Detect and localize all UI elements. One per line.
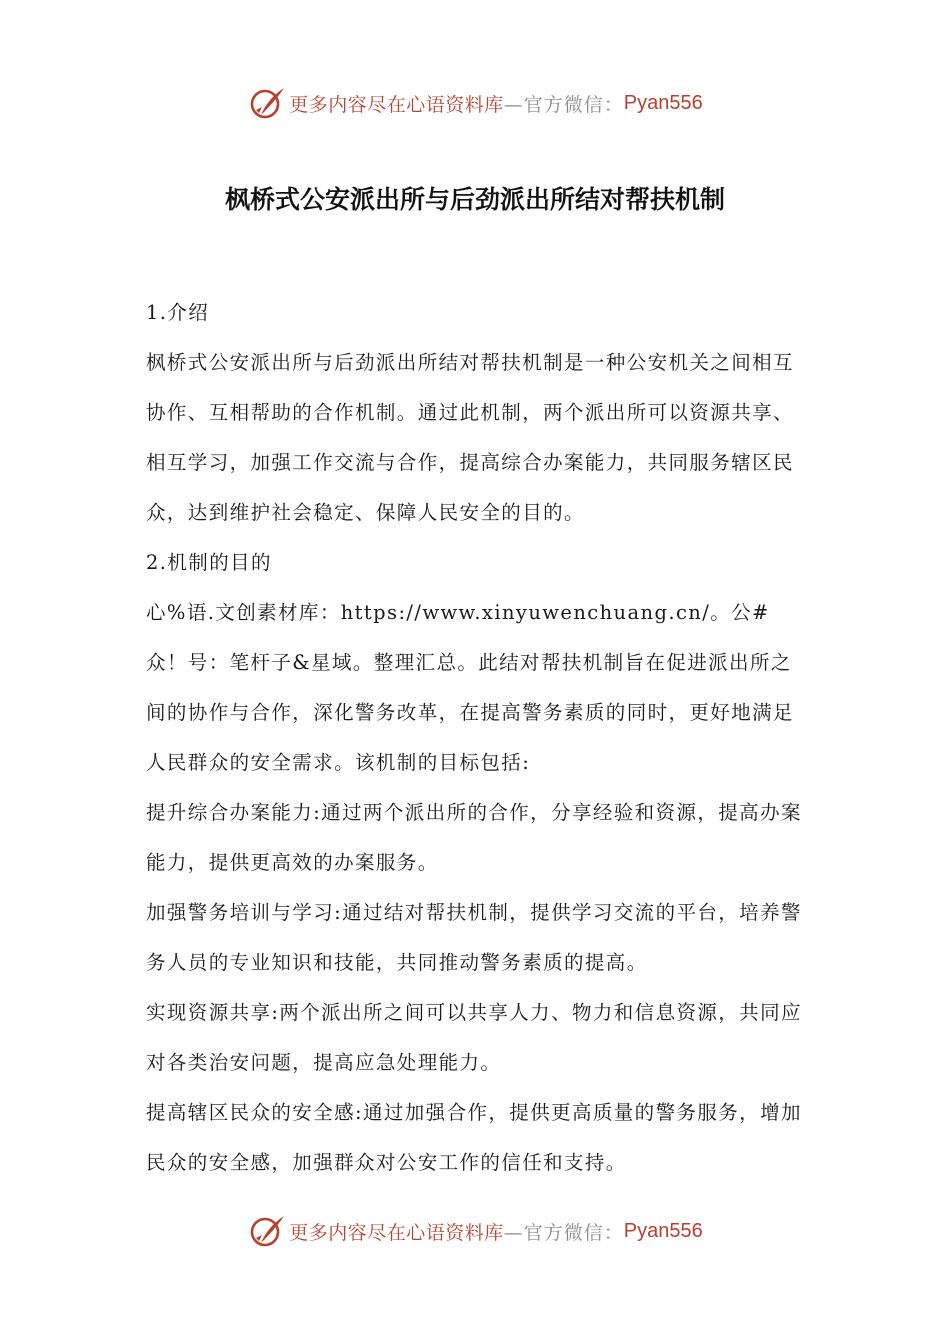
quill-logo-icon [247, 1211, 287, 1251]
paragraph-purpose: 心%语.文创素材库：https://www.xinyuwenchuang.cn/。公#众！号：笔杆子&星域。整理汇总。此结对帮扶机制旨在促进派出所之间的协作与合作，深化警务改革，在提高警务素质的同时，更好地满足人民群众的安全需求。该机制的目标包括: [146, 601, 794, 774]
banner-wechat-id: Pyan556 [623, 91, 703, 114]
banner-separator-text: —官方微信： [503, 1221, 624, 1244]
banner-wechat-id: Pyan556 [623, 1219, 703, 1242]
banner-text: 更多内容尽在心语资料库 [289, 93, 504, 116]
document-body [146, 288, 808, 1188]
paragraph-goal-public-safety: 提高辖区民众的安全感:通过加强合作，提供更高质量的警务服务，增加民众的安全感，加强群众对公安工作的信任和支持。 [146, 1101, 802, 1174]
footer-watermark-banner [0, 1211, 950, 1251]
paragraph-intro: 枫桥式公安派出所与后劲派出所结对帮扶机制是一种公安机关之间相互协作、互相帮助的合作机制。通过此机制，两个派出所可以资源共享、相互学习，加强工作交流与合作，提高综合办案能力，共同服务辖区民众，达到维护社会稳定、保障人民安全的目的。 [146, 351, 794, 524]
section-heading-purpose: 2.机制的目的 [146, 551, 272, 574]
paragraph-goal-training: 加强警务培训与学习:通过结对帮扶机制，提供学习交流的平台，培养警务人员的专业知识和技能，共同推动警务素质的提高。 [146, 901, 802, 974]
paragraph-goal-resource-sharing: 实现资源共享:两个派出所之间可以共享人力、物力和信息资源，共同应对各类治安问题，提高应急处理能力。 [146, 1001, 802, 1074]
document-title: 枫桥式公安派出所与后劲派出所结对帮扶机制 [224, 185, 725, 214]
banner-text: 更多内容尽在心语资料库 [289, 1221, 504, 1244]
paragraph-goal-case-handling: 提升综合办案能力:通过两个派出所的合作，分享经验和资源，提高办案能力，提供更高效的办案服务。 [146, 801, 802, 874]
section-heading-intro: 1.介绍 [146, 301, 210, 324]
header-watermark-banner [0, 83, 950, 123]
banner-separator-text: —官方微信： [503, 93, 624, 116]
quill-logo-icon [247, 83, 287, 123]
